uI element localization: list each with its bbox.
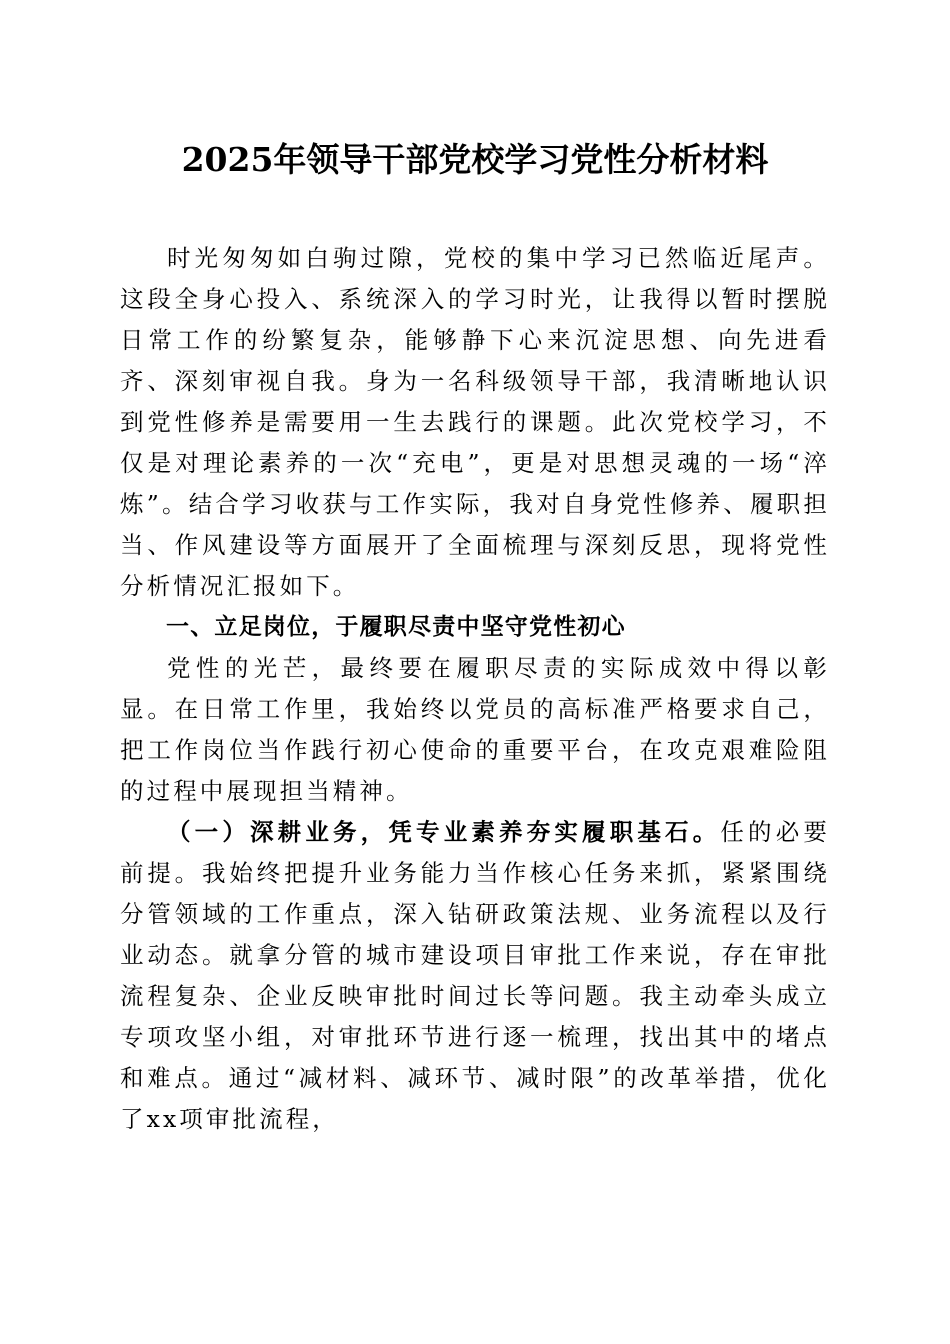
subsection-1-paragraph	[120, 812, 830, 1140]
subsection-1-heading: （一）深耕业务，凭专业素养夯实履职基石。	[167, 818, 721, 846]
document-body	[120, 238, 830, 1140]
subsection-1-body: 任的必要前提。我始终把提升业务能力当作核心任务来抓，紧紧围绕分管领域的工作重点，深入钻研政策法规、业务流程以及行业动态。就拿分管的城市建设项目审批工作来说，存在审批流程复杂、企业反映审批时间过长等问题。我主动牵头成立专项攻坚小组，对审批环节进行逐一梳理，找出其中的堵点和难点。通过“减材料、减环节、减时限”的改革举措，优化了xx项审批流程，	[120, 818, 830, 1133]
section-1-heading: 一、立足岗位，于履职尽责中坚守党性初心	[166, 614, 626, 640]
section-1-paragraph: 党性的光芒，最终要在履职尽责的实际成效中得以彰显。在日常工作里，我始终以党员的高标准严格要求自己，把工作岗位当作践行初心使命的重要平台，在攻克艰难险阻的过程中展现担当精神。	[120, 654, 830, 805]
document-title: 2025年领导干部党校学习党性分析材料	[181, 140, 769, 179]
intro-paragraph: 时光匆匆如白驹过隙，党校的集中学习已然临近尾声。这段全身心投入、系统深入的学习时光，让我得以暂时摆脱日常工作的纷繁复杂，能够静下心来沉淀思想、向先进看齐、深刻审视自我。身为一名科级领导干部，我清晰地认识到党性修养是需要用一生去践行的课题。此次党校学习，不仅是对理论素养的一次“充电”，更是对思想灵魂的一场“淬炼”。结合学习收获与工作实际，我对自身党性修养、履职担当、作风建设等方面展开了全面梳理与深刻反思，现将党性分析情况汇报如下。	[120, 244, 830, 600]
